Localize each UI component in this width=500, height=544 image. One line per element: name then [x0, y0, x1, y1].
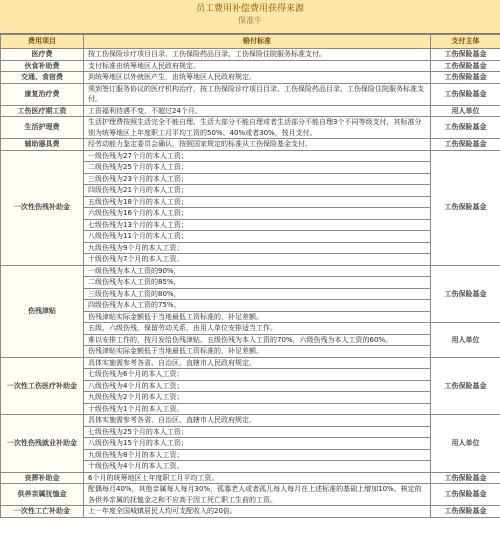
standard-line: 按工伤保险诊疗项目目录、工伤保险药品目录、工伤保险住院服务标准支付。 — [88, 50, 326, 58]
standard-line: 三级伤残为本人工资的80%， — [84, 288, 431, 300]
table-row — [1, 83, 500, 105]
table-row — [1, 49, 500, 61]
standard-cell — [84, 60, 431, 72]
table-row — [1, 117, 500, 139]
standard-line: 工资福利待遇不变，不超过24个月。 — [88, 106, 202, 115]
table-row — [1, 472, 500, 484]
table-row — [1, 60, 500, 72]
standard-line: 具体实施需参考各省、自治区、直辖市人民政府规定。 — [84, 415, 431, 427]
payer-cell: 工伤保险基金 — [431, 357, 500, 415]
standard-cell — [84, 83, 431, 105]
standard-cell — [84, 506, 431, 518]
item-cell: 伤残津贴 — [1, 265, 84, 357]
standard-line: 伤残津贴实际金额低于当地最低工资标准的，补足差额。 — [84, 346, 431, 358]
standard-line: 伤残津贴实际金额低于当地最低工资标准的，补足差额。 — [84, 311, 431, 323]
standard-line: 二级伤残为本人工资的85%， — [84, 277, 431, 289]
standard-line: 四级伤残为21个月的本人工资； — [84, 185, 431, 197]
table-row — [1, 150, 500, 162]
standard-line: 二级伤残为25个月的本人工资； — [84, 162, 431, 174]
table-row — [1, 72, 500, 84]
standard-line: 七级伤残为13个月的本人工资； — [84, 219, 431, 231]
payer-cell: 工伤保险基金 — [431, 139, 500, 151]
standard-line: 五级、六级伤残，保留劳动关系，由用人单位安排适当工作。 — [84, 323, 431, 335]
compensation-table — [0, 34, 500, 518]
standard-line: 到统筹地区以外就医产生，由统筹地区人民政府规定。 — [88, 73, 256, 81]
standard-line: 九级伤残为2个月的本人工资； — [84, 392, 431, 404]
standard-line: 八级伤残为4个月的本人工资； — [84, 380, 431, 392]
table-row — [1, 105, 500, 117]
standard-cell — [84, 139, 431, 151]
item-cell: 交通、食宿费 — [1, 72, 84, 84]
standard-line: 经劳动能力鉴定委员会确认，按照国家规定的标准从工伤保险基金支付。 — [88, 140, 312, 148]
table-row — [1, 506, 500, 518]
payer-cell: 工伤保险基金 — [431, 72, 500, 84]
payer-cell: 工伤保险基金 — [431, 60, 500, 72]
page-title: 员工费用补偿费用获得来源 — [195, 4, 304, 14]
standard-line: 6个月的统筹地区上年度职工月平均工资。 — [88, 473, 219, 482]
item-cell: 伙食补助费 — [1, 60, 84, 72]
payer-cell: 工伤保险基金 — [431, 83, 500, 105]
header-standard: 赔付标准 — [84, 35, 431, 49]
standard-cell — [84, 72, 431, 84]
standard-cell — [84, 105, 431, 117]
header-row — [1, 35, 500, 49]
standard-line: 十级伤残为1个月的本人工资。 — [84, 403, 431, 415]
table-row — [1, 357, 500, 369]
standard-line: 八级伤残为11个月的本人工资； — [84, 231, 431, 243]
standard-line: 四级伤残为本人工资的75%。 — [84, 300, 431, 312]
item-cell: 一次性伤残就业补助金 — [1, 415, 84, 473]
table-row — [1, 139, 500, 151]
page-subtitle: 保准牛 — [238, 16, 262, 25]
payer-cell: 工伤保险基金 — [431, 117, 500, 139]
standard-line: 五级伤残为18个月的本人工资； — [84, 196, 431, 208]
item-cell: 一次性工伤医疗补助金 — [1, 357, 84, 415]
payer-cell: 用人单位 — [431, 323, 500, 358]
standard-line: 九级伤残为8个月的本人工资； — [84, 449, 431, 461]
standard-line: 七级伤残为6个月的本人工资； — [84, 369, 431, 381]
standard-line: 十级伤残为7个月的本人工资。 — [84, 254, 431, 266]
header-payer: 支付主体 — [431, 35, 500, 49]
item-cell: 一次性工亡补助金 — [1, 506, 84, 518]
standard-line: 七级伤残为25个月的本人工资； — [84, 426, 431, 438]
standard-cell — [84, 49, 431, 61]
standard-line: 上一年度全国城镇居民人均可支配收入的20倍。 — [88, 507, 237, 515]
item-cell: 丧葬补助金 — [1, 472, 84, 484]
standard-line: 具体实施需参考各省、自治区、直辖市人民政府规定。 — [84, 357, 431, 369]
payer-cell: 用人单位 — [431, 105, 500, 117]
standard-line: 一级伤残为本人工资的90%， — [84, 265, 431, 277]
header-item: 费用项目 — [1, 35, 84, 49]
standard-line: 生活护理费按照生活完全不能自理、生活大部分不能自理或者生活部分不能自理3个不同等级支付，其标准分别为统筹地区上年度职工月平均工资的50%、40%或者30%，按月支付。 — [88, 118, 422, 137]
item-cell: 工伤医疗期工资 — [1, 105, 84, 117]
standard-cell — [84, 484, 431, 506]
payer-cell: 用人单位 — [431, 415, 500, 473]
payer-cell: 工伤保险基金 — [431, 484, 500, 506]
payer-cell: 工伤保险基金 — [431, 472, 500, 484]
item-cell: 辅助器具费 — [1, 139, 84, 151]
payer-cell: 工伤保险基金 — [431, 150, 500, 265]
item-cell: 康复治疗费 — [1, 83, 84, 105]
standard-line: 一级伤残为27个月的本人工资； — [84, 150, 431, 162]
item-cell: 一次性伤残补助金 — [1, 150, 84, 265]
standard-line: 十级伤残为4个月的本人工资。 — [84, 461, 431, 473]
item-cell: 生活护理费 — [1, 117, 84, 139]
table-row — [1, 415, 500, 427]
standard-line: 六级伤残为16个月的本人工资； — [84, 208, 431, 220]
table-row — [1, 265, 500, 277]
item-cell: 医疗费 — [1, 49, 84, 61]
payer-cell: 工伤保险基金 — [431, 506, 500, 518]
standard-line: 支付标准由统筹地区人民政府规定。 — [88, 61, 200, 70]
table-row — [1, 484, 500, 506]
standard-line: 须到签订服务协议的医疗机构治疗，按工伤保险诊疗项目目录、工伤保险药品目录、工伤保险住院服务标准支付。 — [88, 84, 424, 103]
standard-line: 配偶每月40%，其他亲属每人每月30%，孤寡老人或者孤儿每人每月在上述标准的基础上增加10%。核定的各供养亲属的抚恤金之和不应高于因工死亡职工生前的工资。 — [88, 485, 422, 504]
standard-line: 八级伤残为15个月的本人工资； — [84, 438, 431, 450]
payer-cell: 工伤保险基金 — [431, 265, 500, 323]
standard-cell — [84, 472, 431, 484]
standard-line: 难以安排工作的，按月发给伤残津贴。五级伤残为本人工资的70%，六级伤残为本人工资的60%。 — [84, 334, 431, 346]
standard-cell — [84, 117, 431, 139]
item-cell: 供养亲属抚恤金 — [1, 484, 84, 506]
standard-line: 九级伤残为9个月的本人工资； — [84, 242, 431, 254]
payer-cell: 工伤保险基金 — [431, 49, 500, 61]
standard-line: 三级伤残为23个月的本人工资； — [84, 173, 431, 185]
title-block — [0, 0, 500, 34]
